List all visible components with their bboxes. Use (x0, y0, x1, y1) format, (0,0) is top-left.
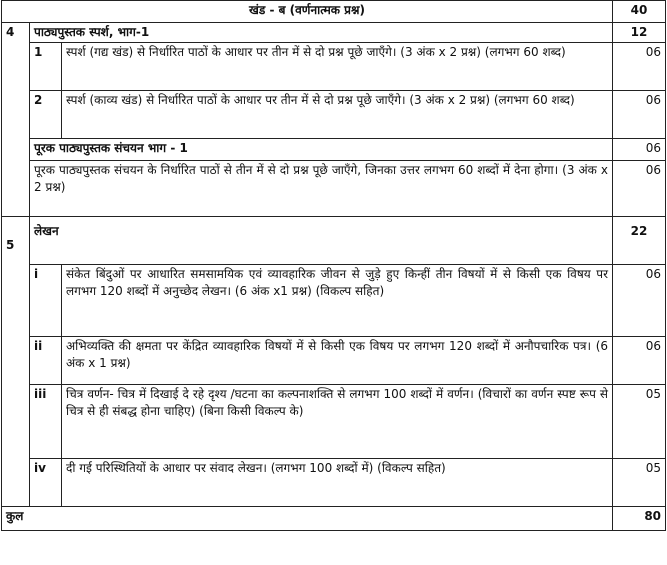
supplementary-title: पूरक पाठ्यपुस्तक संचयन भाग - 1 (30, 139, 613, 161)
q5-marks: 22 (613, 217, 666, 265)
supplementary-text: पूरक पाठ्यपुस्तक संचयन के निर्धारित पाठों से तीन में से दो प्रश्न पूछे जाएँगे, जिनका उत्तर लगभग 60 शब्दों में देना होगा। (3 अंक x 2 प्रश्न) (30, 161, 613, 217)
q5-item-text: संकेत बिंदुओं पर आधारित समसामयिक एवं व्यावहारिक जीवन से जुड़े हुए किन्हीं तीन विषयों में से किसी एक विषय पर लगभग 120 शब्दों में अनुच्छेद लेखन। (6 अंक x1 प्रश्न) (विकल्प सहित) (62, 265, 613, 337)
section-title: खंड - ब (वर्णनात्मक प्रश्न) (2, 1, 613, 23)
q5-header-row (2, 217, 666, 265)
section-marks: 40 (613, 1, 666, 23)
q5-item-marks: 06 (613, 337, 666, 385)
q5-title: लेखन (30, 217, 613, 265)
q4-marks: 12 (613, 23, 666, 43)
table-row (2, 385, 666, 459)
q4-title: पाठ्यपुस्तक स्पर्श, भाग-1 (30, 23, 613, 43)
supplementary-text-row (2, 161, 666, 217)
q5-item-text: चित्र वर्णन- चित्र में दिखाई दे रहे दृश्य /घटना का कल्पनाशक्ति से लगभग 100 शब्दों में वर्णन। (विचारों का वर्णन स्पष्ट रूप से चित्र से ही संबद्ध होना चाहिए) (बिना किसी विकल्प के) (62, 385, 613, 459)
supplementary-text-marks: 06 (613, 161, 666, 217)
q5-item-text: अभिव्यक्ति की क्षमता पर केंद्रित व्यावहारिक विषयों में से किसी एक विषय पर लगभग 120 शब्दों में अनौपचारिक पत्र। (6 अंक x 1 प्रश्न) (62, 337, 613, 385)
q4-item-number: 2 (30, 91, 62, 139)
q5-item-text: दी गई परिस्थितियों के आधार पर संवाद लेखन। (लगभग 100 शब्दों में) (विकल्प सहित) (62, 459, 613, 507)
section-header-row (2, 1, 666, 23)
table-row (2, 337, 666, 385)
total-label: कुल (2, 507, 613, 531)
q5-item-number: i (30, 265, 62, 337)
total-marks: 80 (613, 507, 666, 531)
total-row (2, 507, 666, 531)
q5-item-number: ii (30, 337, 62, 385)
table-row (2, 91, 666, 139)
q5-item-number: iii (30, 385, 62, 459)
marks-blueprint-table (1, 0, 666, 531)
q4-item-number: 1 (30, 43, 62, 91)
table-row (2, 43, 666, 91)
table-row (2, 265, 666, 337)
q4-item-text: स्पर्श (गद्य खंड) से निर्धारित पाठों के आधार पर तीन में से दो प्रश्न पूछे जाएँगे। (3 अंक x 2 प्रश्न) (लगभग 60 शब्द) (62, 43, 613, 91)
supplementary-marks: 06 (613, 139, 666, 161)
q4-item-text: स्पर्श (काव्य खंड) से निर्धारित पाठों के आधार पर तीन में से दो प्रश्न पूछे जाएँगे। (3 अंक x 2 प्रश्न) (लगभग 60 शब्द) (62, 91, 613, 139)
q5-item-marks: 05 (613, 385, 666, 459)
table-row (2, 459, 666, 507)
q4-header-row (2, 23, 666, 43)
q5-item-marks: 06 (613, 265, 666, 337)
q5-item-number: iv (30, 459, 62, 507)
q5-number: 5 (2, 217, 30, 507)
q5-item-marks: 05 (613, 459, 666, 507)
q4-item-marks: 06 (613, 91, 666, 139)
supplementary-header-row (2, 139, 666, 161)
q4-item-marks: 06 (613, 43, 666, 91)
q4-number: 4 (2, 23, 30, 217)
